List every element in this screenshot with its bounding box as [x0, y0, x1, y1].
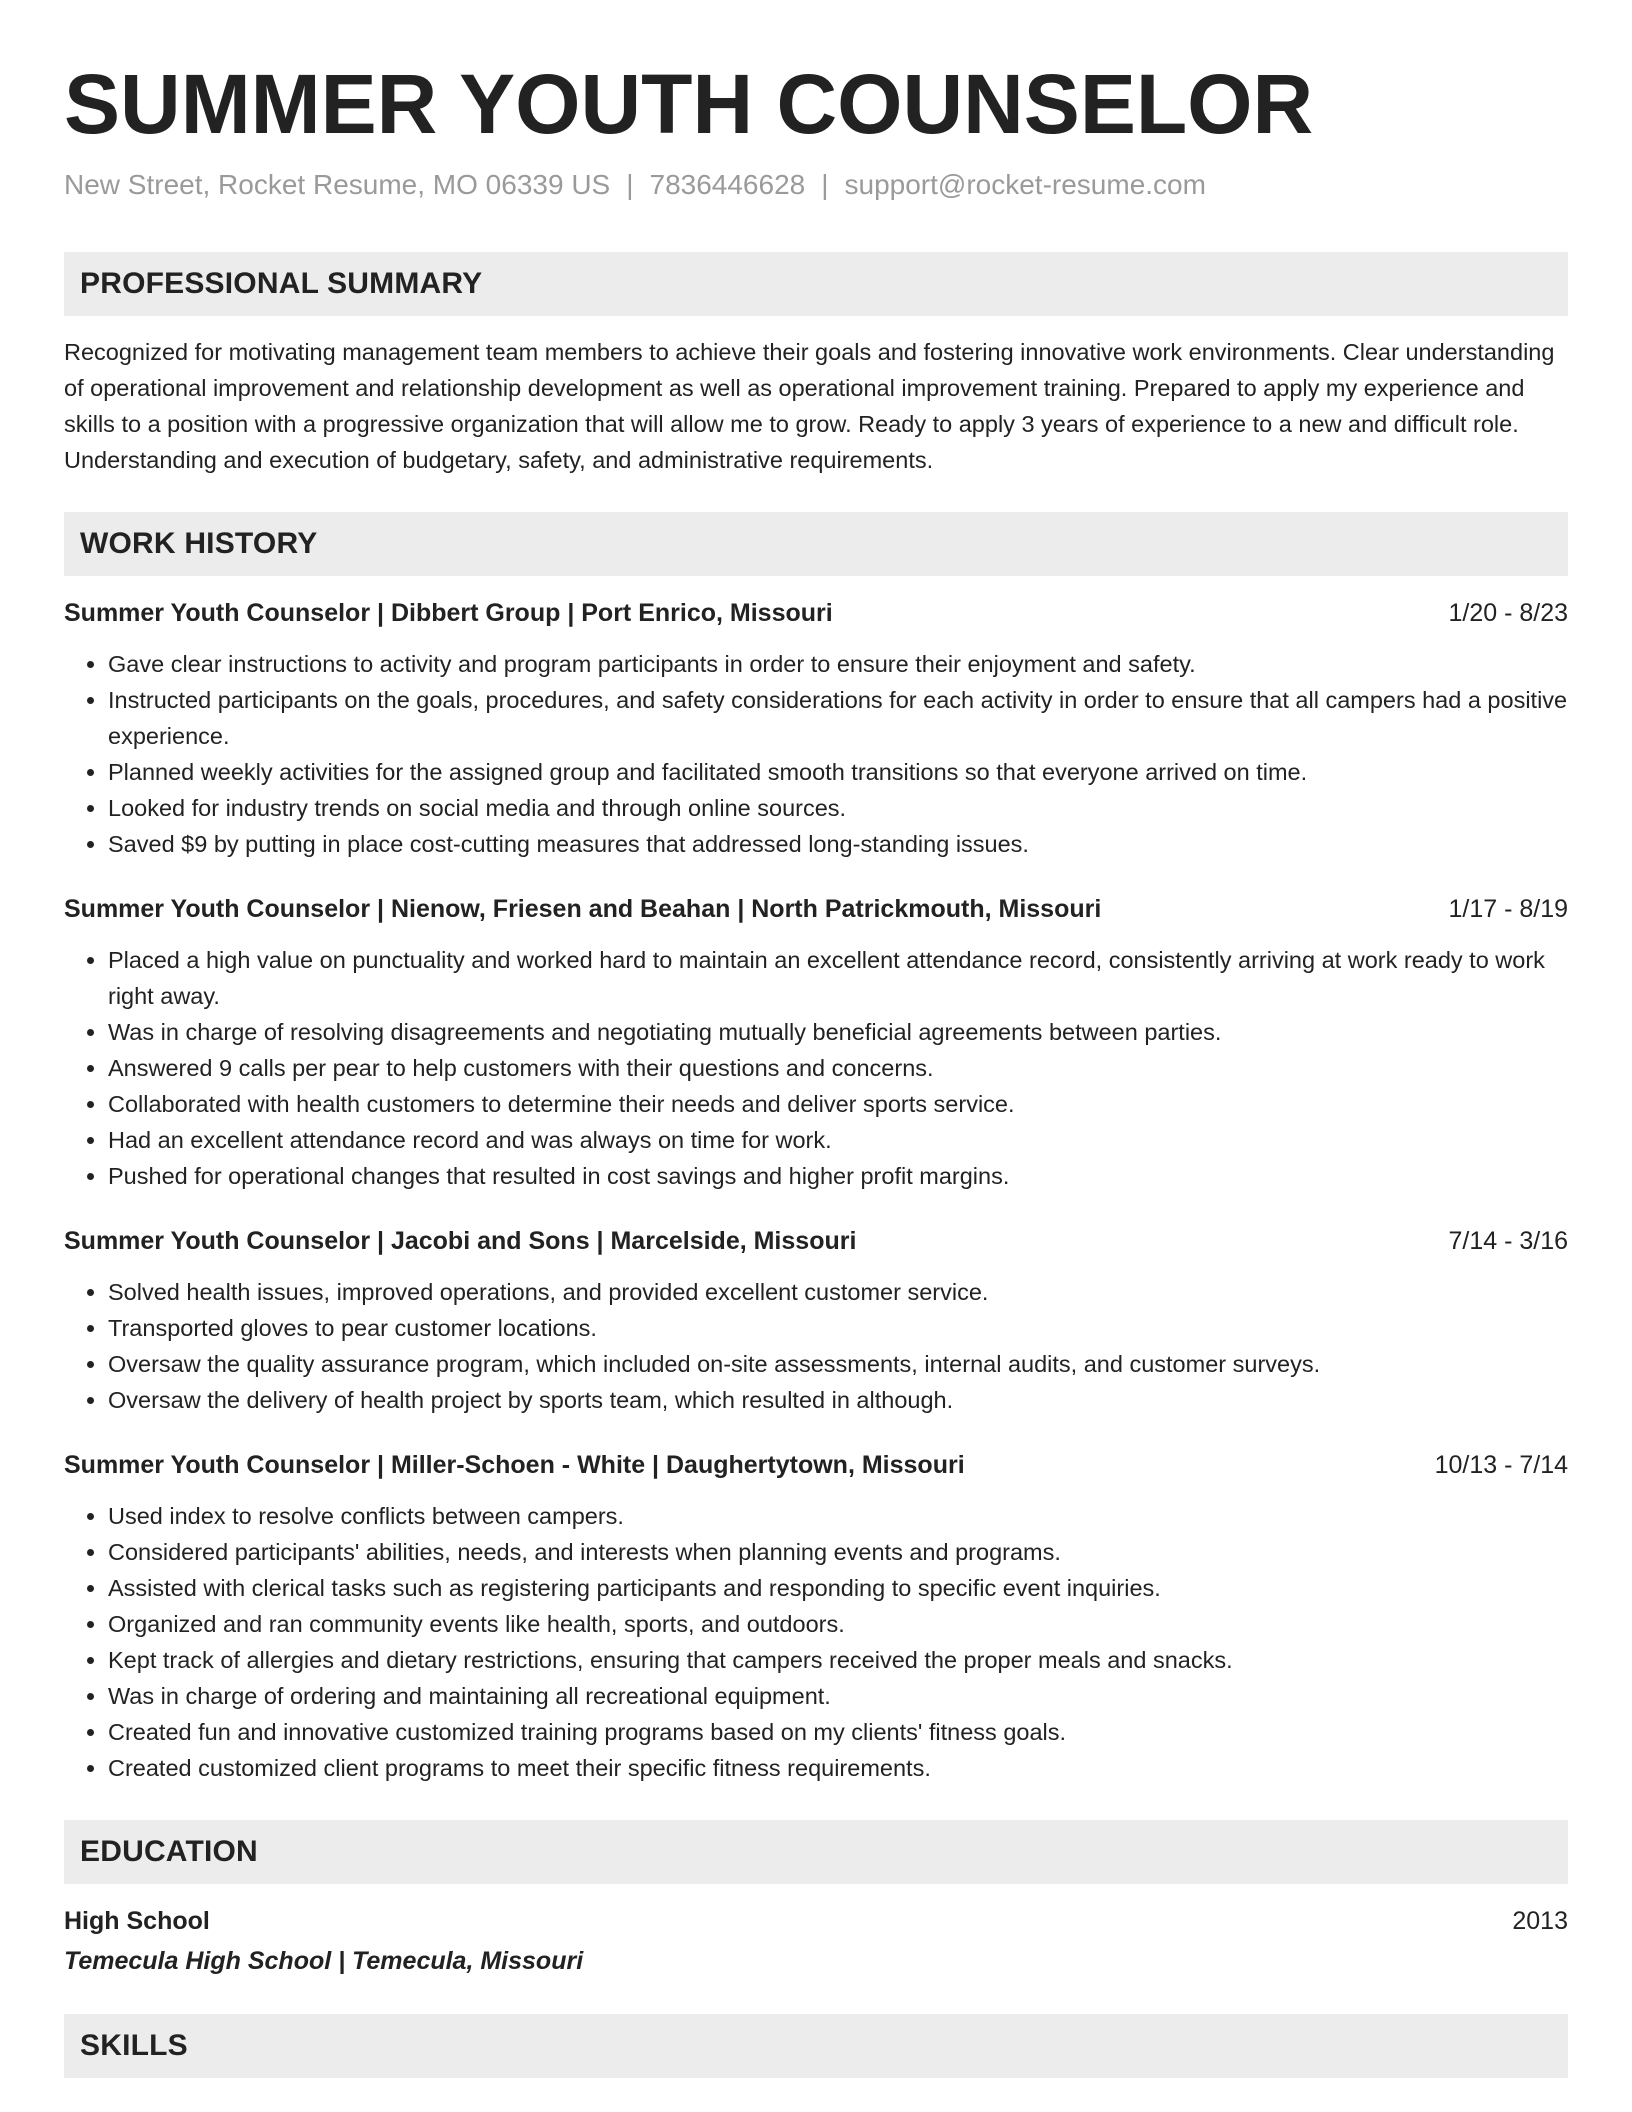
education-school: Temecula High School | Temecula, Missouri: [64, 1947, 584, 1975]
summary-text: Recognized for motivating management team members to achieve their goals and fostering innovative work environments. Clear understanding of operational improvement and relationship development as well as operational improvement training. Prepared to apply my experience and skills to a position with a progressive organization that will allow me to grow. Ready to apply 3 years of experience to a new and difficult role. Understanding and execution of budgetary, safety, and administrative requirements.: [64, 339, 1555, 473]
work-history-heading: WORK HISTORY: [64, 512, 1568, 576]
skills-heading: SKILLS: [64, 2014, 1568, 2078]
job-bullet-list: [64, 942, 1568, 1194]
job-bullet: • Created customized client programs to meet their specific fitness requirements.: [108, 1750, 1568, 1786]
job-bullet: • Instructed participants on the goals, procedures, and safety considerations for each activity in order to ensure that all campers had a positive experience.: [108, 682, 1568, 754]
job-title: Summer Youth Counselor | Nienow, Friesen and Beahan | North Patrickmouth, Missouri: [64, 895, 1102, 923]
job-header: [64, 892, 1568, 926]
job-header: [64, 1224, 1568, 1258]
resume-name: SUMMER YOUTH COUNSELOR: [64, 57, 1314, 151]
education-header: [64, 1904, 1568, 1938]
job-bullet: • Placed a high value on punctuality and worked hard to maintain an excellent attendance record, consistently arriving at work ready to work right away.: [108, 942, 1568, 1014]
job-bullet: • Considered participants' abilities, needs, and interests when planning events and programs.: [108, 1534, 1568, 1570]
job-dates: 7/14 - 3/16: [1448, 1227, 1568, 1255]
job-bullet: • Had an excellent attendance record and was always on time for work.: [108, 1122, 1568, 1158]
job-entry: [64, 1224, 1568, 1418]
job-bullet-list: [64, 646, 1568, 862]
education-degree: High School: [64, 1907, 210, 1935]
job-bullet-list: [64, 1274, 1568, 1418]
job-bullet: • Created fun and innovative customized training programs based on my clients' fitness goals.: [108, 1714, 1568, 1750]
job-title: Summer Youth Counselor | Jacobi and Sons | Marcelside, Missouri: [64, 1227, 857, 1255]
job-bullet: • Looked for industry trends on social media and through online sources.: [108, 790, 1568, 826]
education-entry: [64, 1904, 1568, 1978]
work-history-list: [64, 596, 1568, 1786]
job-dates: 10/13 - 7/14: [1434, 1451, 1568, 1479]
job-bullet: • Gave clear instructions to activity and program participants in order to ensure their enjoyment and safety.: [108, 646, 1568, 682]
job-bullet: • Assisted with clerical tasks such as registering participants and responding to specific event inquiries.: [108, 1570, 1568, 1606]
job-bullet: • Used index to resolve conflicts between campers.: [108, 1498, 1568, 1534]
job-bullet: • Transported gloves to pear customer locations.: [108, 1310, 1568, 1346]
job-dates: 1/20 - 8/23: [1448, 599, 1568, 627]
job-entry: [64, 1448, 1568, 1786]
education-year: 2013: [1512, 1907, 1568, 1935]
contact-email: support@rocket-resume.com: [844, 169, 1206, 200]
contact-separator: |: [821, 169, 829, 200]
job-bullet: • Organized and ran community events like health, sports, and outdoors.: [108, 1606, 1568, 1642]
contact-address: New Street, Rocket Resume, MO 06339 US: [64, 169, 611, 200]
job-title: Summer Youth Counselor | Miller-Schoen - White | Daughertytown, Missouri: [64, 1451, 965, 1479]
job-dates: 1/17 - 8/19: [1448, 895, 1568, 923]
job-bullet: • Oversaw the delivery of health project by sports team, which resulted in although.: [108, 1382, 1568, 1418]
job-header: [64, 1448, 1568, 1482]
contact-phone: 7836446628: [649, 169, 806, 200]
job-bullet: • Answered 9 calls per pear to help customers with their questions and concerns.: [108, 1050, 1568, 1086]
job-bullet: • Was in charge of ordering and maintaining all recreational equipment.: [108, 1678, 1568, 1714]
education-heading: EDUCATION: [64, 1820, 1568, 1884]
job-bullet: • Oversaw the quality assurance program, which included on-site assessments, internal audits, and customer surveys.: [108, 1346, 1568, 1382]
job-bullet: • Pushed for operational changes that resulted in cost savings and higher profit margins.: [108, 1158, 1568, 1194]
job-bullet: • Planned weekly activities for the assigned group and facilitated smooth transitions so that everyone arrived on time.: [108, 754, 1568, 790]
job-entry: [64, 596, 1568, 862]
job-title: Summer Youth Counselor | Dibbert Group | Port Enrico, Missouri: [64, 599, 833, 627]
job-bullet: • Solved health issues, improved operations, and provided excellent customer service.: [108, 1274, 1568, 1310]
job-bullet: • Kept track of allergies and dietary restrictions, ensuring that campers received the proper meals and snacks.: [108, 1642, 1568, 1678]
summary-heading: PROFESSIONAL SUMMARY: [64, 252, 1568, 316]
contact-separator: |: [626, 169, 634, 200]
job-bullet: • Collaborated with health customers to determine their needs and deliver sports service.: [108, 1086, 1568, 1122]
job-header: [64, 596, 1568, 630]
contact-line: [64, 168, 1568, 202]
job-bullet: • Saved $9 by putting in place cost-cutting measures that addressed long-standing issues.: [108, 826, 1568, 862]
job-bullet-list: [64, 1498, 1568, 1786]
job-bullet: • Was in charge of resolving disagreements and negotiating mutually beneficial agreements between parties.: [108, 1014, 1568, 1050]
job-entry: [64, 892, 1568, 1194]
